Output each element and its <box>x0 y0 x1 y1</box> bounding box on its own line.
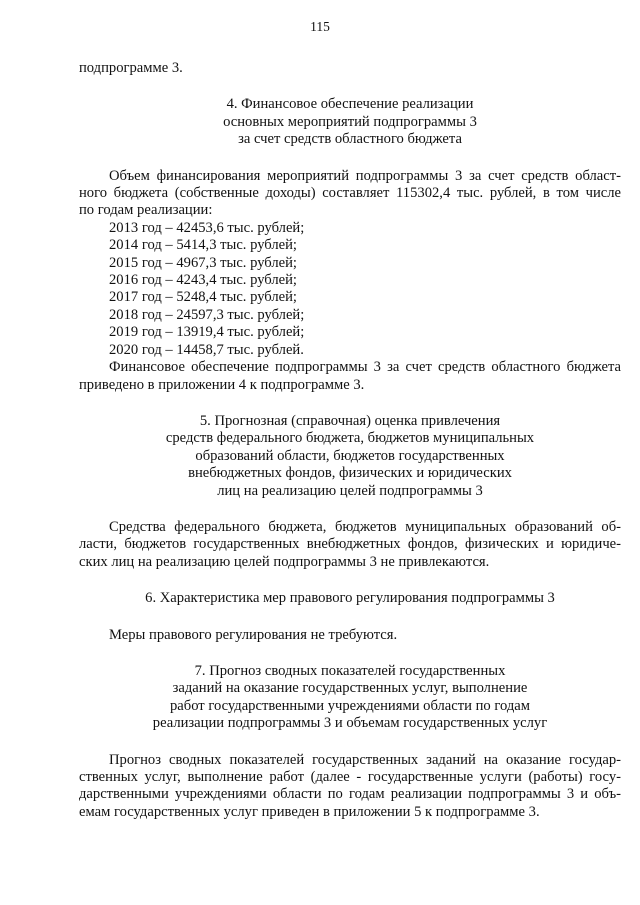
year-funding-item: 2019 год – 13919,4 тыс. рублей; <box>109 324 305 341</box>
section-7-heading <box>79 663 621 733</box>
paragraph-line: по годам реализации: <box>79 202 213 219</box>
year-funding-item: 2017 год – 5248,4 тыс. рублей; <box>109 289 297 306</box>
year-funding-item: 2013 год – 42453,6 тыс. рублей; <box>109 219 305 236</box>
heading-line: заданий на оказание государственных услуг, выполнение <box>172 680 528 697</box>
year-funding-item: 2018 год – 24597,3 тыс. рублей; <box>109 306 305 323</box>
heading-line: лиц на реализацию целей подпрограммы 3 <box>217 482 483 499</box>
section-7-body <box>79 752 621 822</box>
paragraph-line: ских лиц на реализацию целей подпрограммы 3 не привлекаются. <box>79 553 490 570</box>
paragraph-line: Средства федерального бюджета, бюджетов муниципальных образований об- <box>109 518 621 535</box>
heading-line: 4. Финансовое обеспечение реализации <box>226 96 474 113</box>
paragraph-line: Объем финансирования мероприятий подпрограммы 3 за счет средств област- <box>109 167 621 184</box>
heading-line: 6. Характеристика мер правового регулирования подпрограммы 3 <box>145 590 555 607</box>
year-funding-item: 2020 год – 14458,7 тыс. рублей. <box>109 341 304 358</box>
heading-line: средств федерального бюджета, бюджетов муниципальных <box>165 430 535 447</box>
page-number: 115 <box>310 19 330 34</box>
paragraph-line: ласти, бюджетов государственных внебюджетных фондов, физических и юридиче- <box>79 536 621 553</box>
section-5-heading <box>79 413 621 500</box>
section-5-body <box>79 519 621 571</box>
heading-line: основных мероприятий подпрограммы 3 <box>223 113 477 130</box>
heading-line: реализации подпрограммы 3 и объемам государственных услуг <box>152 715 548 732</box>
document-body <box>79 60 621 821</box>
paragraph-line: дарственными учреждениями области по годам реализации подпрограммы 3 и объ- <box>79 786 621 803</box>
paragraph-line: Прогноз сводных показателей государственных заданий на оказание государ- <box>109 751 621 768</box>
paragraph-line: ственных услуг, выполнение работ (далее - государственные услуги (работы) госу- <box>79 769 621 785</box>
heading-line: внебюджетных фондов, физических и юридических <box>188 465 512 482</box>
heading-line: образований области, бюджетов государственных <box>195 447 505 464</box>
section-6-heading <box>79 590 621 607</box>
year-funding-list <box>79 220 621 359</box>
heading-line: 7. Прогноз сводных показателей государственных <box>194 662 506 679</box>
paragraph-line: ного бюджета (собственные доходы) составляет 115302,4 тыс. рублей, в том числе <box>79 185 621 202</box>
paragraph-line: приведено в приложении 4 к подпрограмме 3. <box>79 376 365 393</box>
paragraph-line: Меры правового регулирования не требуются. <box>109 626 398 643</box>
section-4-intro <box>79 168 621 220</box>
section-6-body <box>79 627 621 644</box>
year-funding-item: 2014 год – 5414,3 тыс. рублей; <box>109 237 297 254</box>
year-funding-item: 2015 год – 4967,3 тыс. рублей; <box>109 254 297 271</box>
heading-line: за счет средств областного бюджета <box>238 131 462 148</box>
section-4-heading <box>79 96 621 148</box>
paragraph-line: емам государственных услуг приведен в приложении 5 к подпрограмме 3. <box>79 803 540 820</box>
heading-line: 5. Прогнозная (справочная) оценка привлечения <box>199 412 501 429</box>
heading-line: работ государственными учреждениями области по годам <box>170 697 530 714</box>
year-funding-item: 2016 год – 4243,4 тыс. рублей; <box>109 272 297 289</box>
continuation-text: подпрограмме 3. <box>79 60 183 76</box>
paragraph-line: Финансовое обеспечение подпрограммы 3 за счет средств областного бюджета <box>109 359 621 376</box>
section-4-closing <box>79 359 621 394</box>
